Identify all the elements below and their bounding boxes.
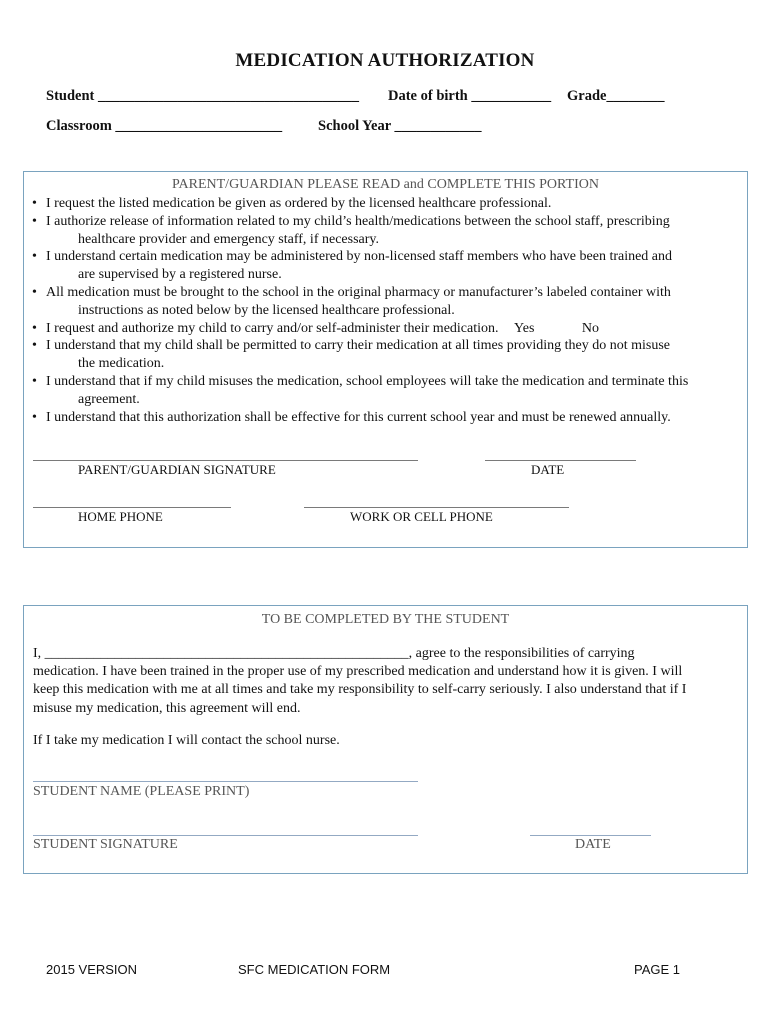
student-section [23, 605, 748, 874]
self-carry-yes-option[interactable]: Yes [514, 320, 535, 336]
bullet-icon: • [32, 249, 37, 265]
student-date-label: DATE [575, 837, 611, 852]
student-name-agreement-blank[interactable]: ____________________________________________________ [44, 646, 409, 661]
parent-date-line[interactable] [485, 460, 636, 461]
footer-version: 2015 VERSION [46, 962, 138, 977]
footer-form-name: SFC MEDICATION FORM [238, 962, 391, 977]
school-year-blank: ____________ [394, 118, 482, 134]
student-field[interactable] [46, 88, 359, 105]
list-item: • I understand that my child shall be permitted to carry their medication at all times providing they do not misuse the medication. [32, 338, 671, 372]
grade-field[interactable] [567, 88, 664, 105]
grade-blank: ________ [606, 88, 665, 104]
list-item: • I understand that this authorization shall be effective for this current school year and must be renewed annually. [32, 409, 671, 425]
school-year-label: School Year [318, 118, 391, 134]
student-agreement-text: I, ____________________________________________________, agree to the responsibilities of carrying medication. I have been trained in the proper use of my prescribed medication and understand how it is given. I will keep this medication with me at all times and take my responsibility to self-carry seriously. I also understand that if I misuse my medication, this agreement will end. [33, 646, 687, 716]
list-item: • I understand that if my child misuses the medication, school employees will take the medication and terminate this agreement. [32, 373, 689, 407]
student-name-line[interactable] [33, 781, 418, 782]
student-name-label: STUDENT NAME (PLEASE PRINT) [33, 784, 250, 799]
school-year-field[interactable] [318, 118, 482, 135]
home-phone-label: HOME PHONE [78, 509, 163, 524]
dob-blank: ___________ [471, 88, 552, 104]
student-section-heading: TO BE COMPLETED BY THE STUDENT [261, 612, 510, 627]
list-item: • I request the listed medication be given as ordered by the licensed healthcare professional. [32, 196, 552, 211]
bullet-icon: • [32, 213, 37, 229]
bullet-icon: • [32, 284, 37, 300]
date-of-birth-field[interactable] [388, 88, 551, 105]
parent-guardian-section [23, 171, 748, 548]
page-title: MEDICATION AUTHORIZATION [235, 50, 535, 71]
bullet-icon: • [32, 320, 37, 336]
self-carry-no-option[interactable]: No [581, 320, 600, 336]
work-cell-phone-label: WORK OR CELL PHONE [350, 509, 493, 524]
dob-label: Date of birth [388, 88, 468, 104]
bullet-icon: • [32, 196, 37, 211]
parent-signature-label: PARENT/GUARDIAN SIGNATURE [78, 462, 276, 477]
student-signature-label: STUDENT SIGNATURE [33, 837, 178, 852]
student-date-line[interactable] [530, 835, 651, 836]
classroom-field[interactable] [46, 118, 282, 135]
nurse-contact-note: If I take my medication I will contact the school nurse. [33, 733, 340, 748]
parent-date-label: DATE [531, 462, 565, 477]
list-item: • I understand certain medication may be administered by non-licensed staff members who have been trained and are supervised by a registered nurse. [32, 249, 673, 283]
student-label: Student [46, 88, 95, 104]
bullet-icon: • [32, 373, 37, 389]
list-item: • I request and authorize my child to carry and/or self-administer their medication. Yes No [32, 320, 600, 336]
bullet-icon: • [32, 409, 37, 425]
footer-page-number: PAGE 1 [634, 962, 681, 977]
list-item: • I authorize release of information related to my child’s health/medications between the school staff, prescribing healthcare provider and emergency staff, if necessary. [32, 213, 670, 247]
grade-label: Grade [567, 88, 607, 104]
student-signature-line[interactable] [33, 835, 418, 836]
classroom-label: Classroom [46, 118, 112, 134]
bullet-icon: • [32, 338, 37, 354]
authorization-list [32, 195, 741, 426]
parent-signature-line[interactable] [33, 460, 418, 461]
parent-section-heading: PARENT/GUARDIAN PLEASE READ and COMPLETE THIS PORTION [172, 177, 599, 192]
list-item: • All medication must be brought to the school in the original pharmacy or manufacturer’s labeled container with instructions as noted below by the licensed healthcare professional. [32, 284, 671, 318]
work-cell-phone-line[interactable] [304, 507, 569, 508]
student-blank: ____________________________________ [97, 88, 359, 104]
home-phone-line[interactable] [33, 507, 231, 508]
classroom-blank: _______________________ [115, 118, 283, 134]
